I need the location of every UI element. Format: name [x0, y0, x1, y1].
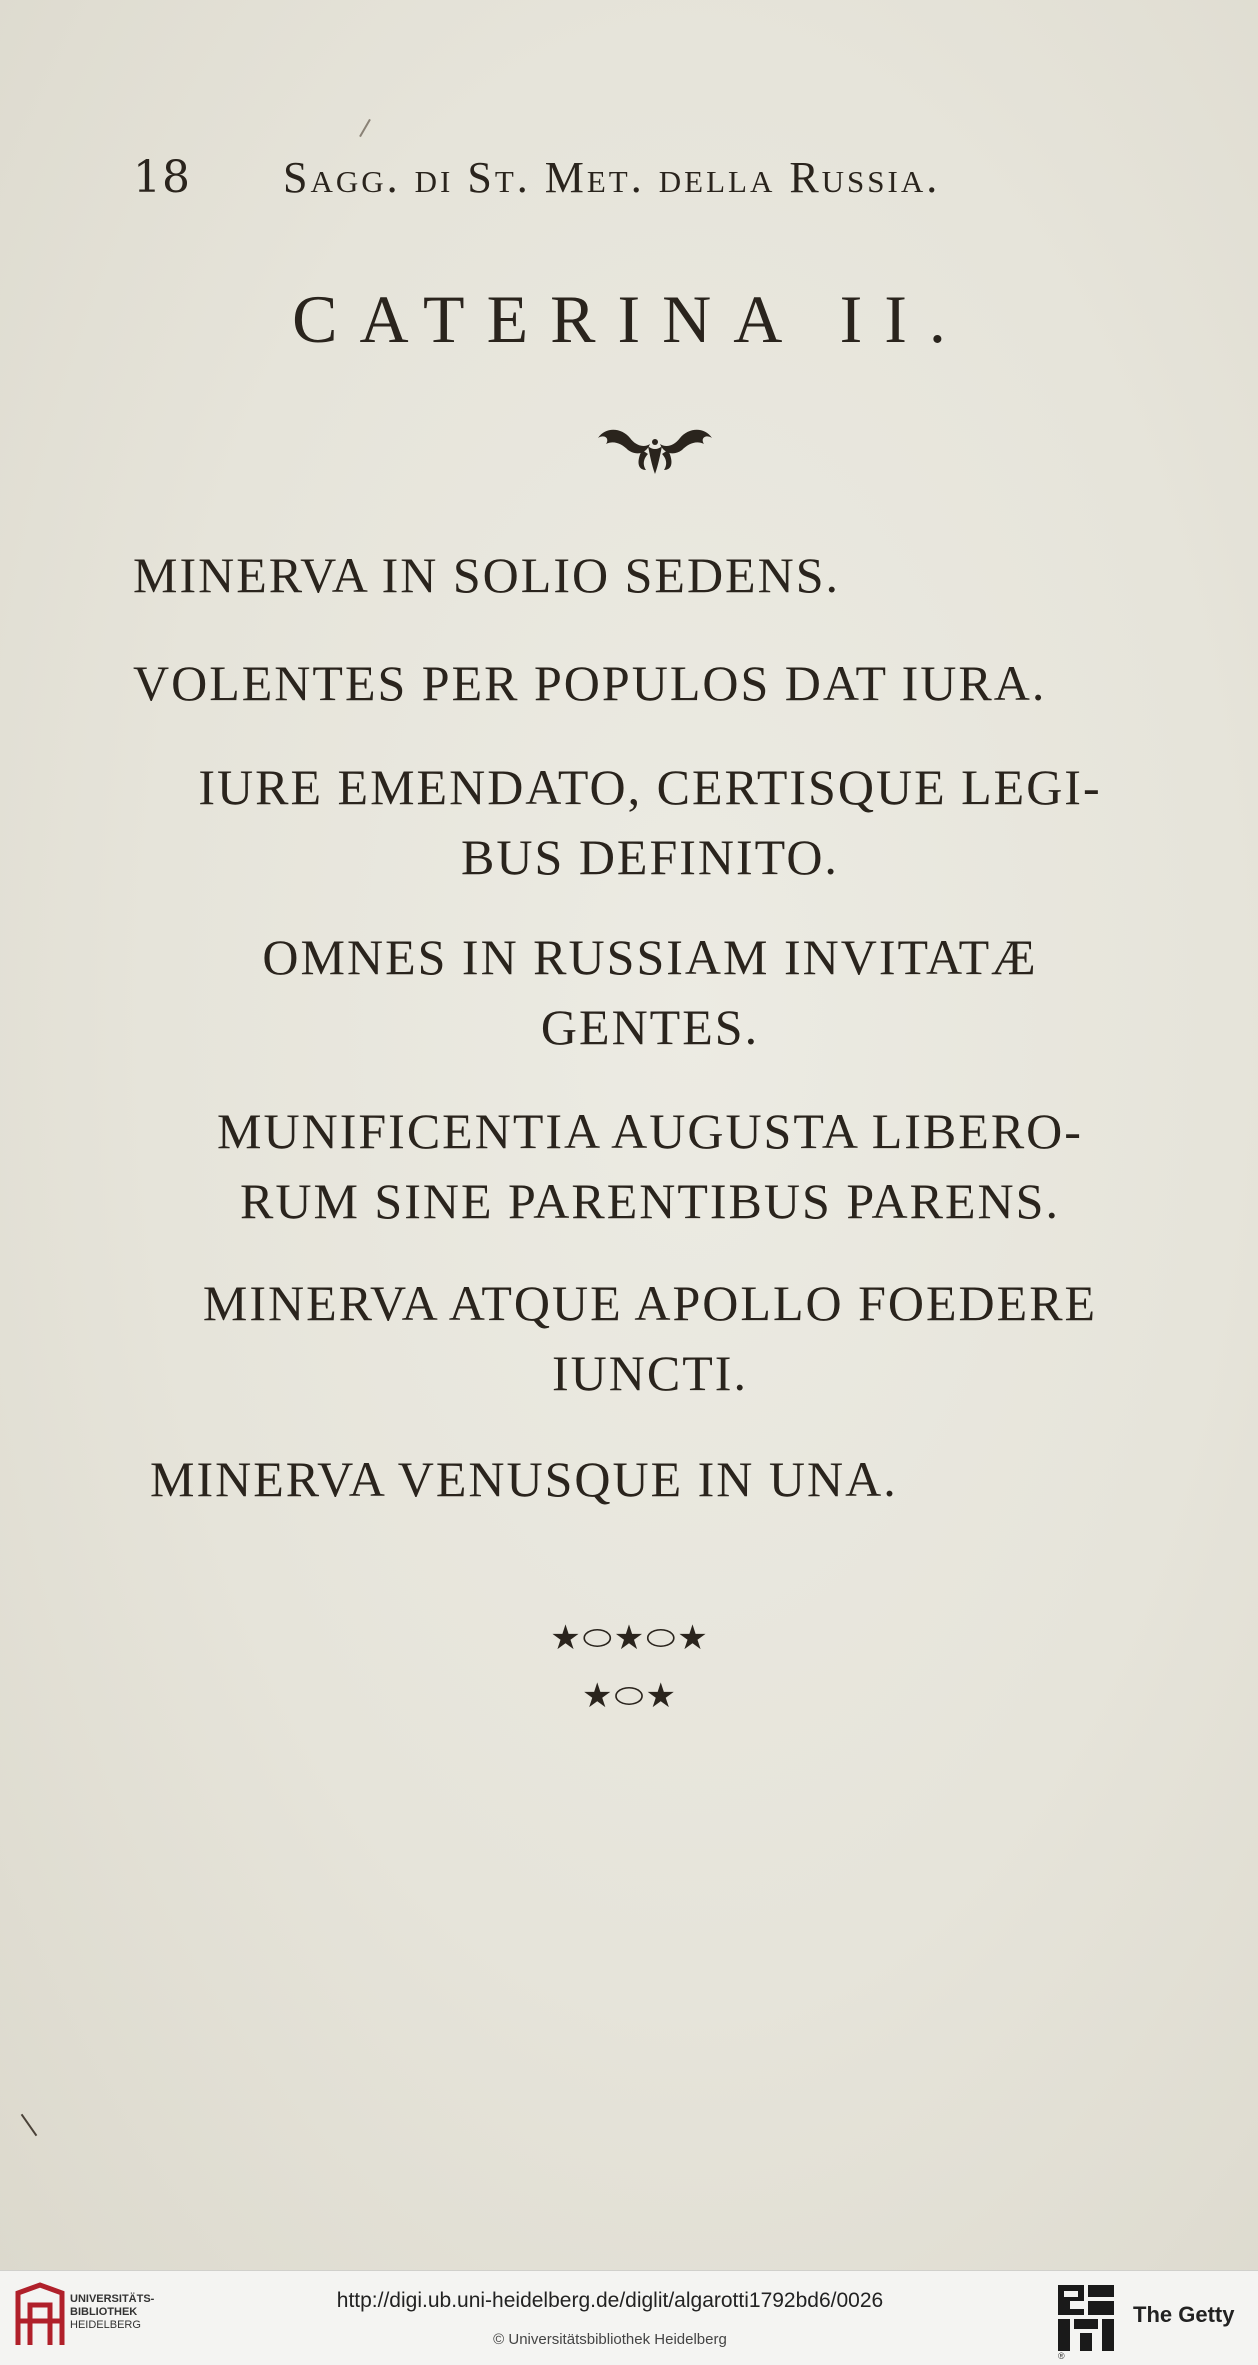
- registered-mark: ®: [1058, 2351, 1065, 2361]
- inscription-line: GENTES.: [540, 999, 760, 1055]
- running-head: Sagg. di St. Met. della Russia.: [283, 153, 941, 202]
- tailpiece-stars-row-2: ★⬭★: [582, 1676, 678, 1716]
- university-library-name: [70, 2293, 154, 2332]
- viewer-footer: [0, 2270, 1258, 2365]
- stray-mark: [359, 119, 371, 137]
- inscription-1: [133, 540, 1193, 610]
- fleuron-ornament-icon: [592, 420, 718, 480]
- library-name-line: UNIVERSITÄTS-: [70, 2293, 155, 2305]
- inscription-line: MINERVA VENUSQUE IN UNA.: [150, 1451, 898, 1507]
- inscription-line: VOLENTES PER POPULOS DAT IURA.: [133, 655, 1047, 711]
- copyright-notice: © Universitätsbibliothek Heidelberg: [493, 2331, 727, 2348]
- page-number: 18: [133, 152, 191, 203]
- tailpiece-stars-row-1: ★⬭★⬭★: [550, 1618, 710, 1658]
- inscription-4: [120, 922, 1180, 1062]
- inscription-line: IURE EMENDATO, CERTISQUE LEGI-: [198, 759, 1102, 815]
- inscription-7: [150, 1444, 1210, 1514]
- partner-name: The Getty: [1133, 2302, 1235, 2327]
- inscription-2: [133, 648, 1193, 718]
- stray-mark: [21, 2114, 38, 2136]
- inscription-line: MINERVA ATQUE APOLLO FOEDERE: [202, 1275, 1098, 1331]
- inscription-line: MINERVA IN SOLIO SEDENS.: [133, 547, 841, 603]
- inscription-line: IUNCTI.: [552, 1345, 748, 1401]
- inscription-line: RUM SINE PARENTIBUS PARENS.: [240, 1173, 1060, 1229]
- getty-logo-icon: [1058, 2285, 1114, 2351]
- inscription-5: [120, 1096, 1180, 1236]
- chapter-title: CATERINA II.: [292, 281, 968, 357]
- university-library-logo-icon: [10, 2281, 70, 2355]
- inscription-3: [120, 752, 1180, 892]
- permalink-url[interactable]: http://digi.ub.uni-heidelberg.de/diglit/algarotti1792bd6/0026: [336, 2289, 884, 2312]
- inscription-6: [120, 1268, 1180, 1408]
- inscription-line: OMNES IN RUSSIAM INVITATÆ: [262, 929, 1038, 985]
- library-name-line: HEIDELBERG: [70, 2319, 141, 2331]
- inscription-line: BUS DEFINITO.: [461, 829, 839, 885]
- inscription-line: MUNIFICENTIA AUGUSTA LIBERO-: [217, 1103, 1083, 1159]
- library-name-line: BIBLIOTHEK: [70, 2306, 138, 2318]
